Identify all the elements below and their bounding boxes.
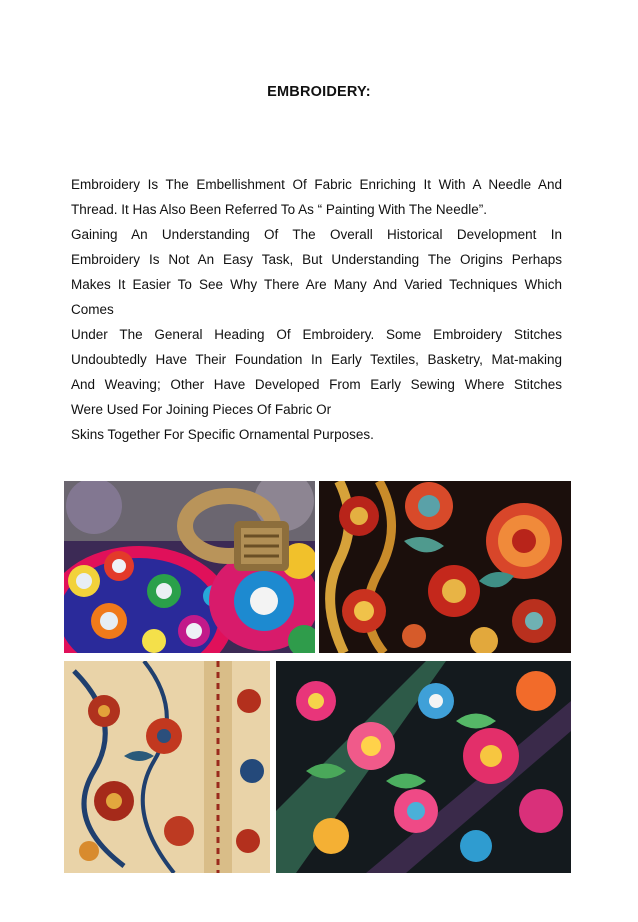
paragraph-line: Thread. It Has Also Been Referred To As “ Painting With The Needle”. [71,202,487,217]
paragraph-line: Makes It Easier To See Why There Are Many And Varied Techniques Which [71,277,562,292]
mirror-work-embroidery-photo [64,481,315,653]
paragraph-line: Undoubtedly Have Their Foundation In Early Textiles, Basketry, Mat-making [71,352,562,367]
body-paragraph [71,172,562,447]
paragraph-line: Skins Together For Specific Ornamental Purposes. [71,427,374,442]
paragraph-line: Embroidery Is Not An Easy Task, But Understanding The Origins Perhaps [71,252,562,267]
paragraph-line: Comes [71,302,114,317]
paragraph-line: Were Used For Joining Pieces Of Fabric Or [71,402,332,417]
page-title: EMBROIDERY: [267,84,371,100]
paragraph-line: Embroidery Is The Embellishment Of Fabric Enriching It With A Needle And [71,177,562,192]
paragraph-line: Gaining An Understanding Of The Overall Historical Development In [71,227,562,242]
block-print-textile-photo [64,661,270,873]
paragraph-line: And Weaving; Other Have Developed From Early Sewing Where Stitches [71,377,562,392]
floral-red-embroidery-photo [319,481,571,653]
paragraph-line: Under The General Heading Of Embroidery. Some Embroidery Stitches [71,327,562,342]
colorful-floral-shawl-photo [276,661,571,873]
